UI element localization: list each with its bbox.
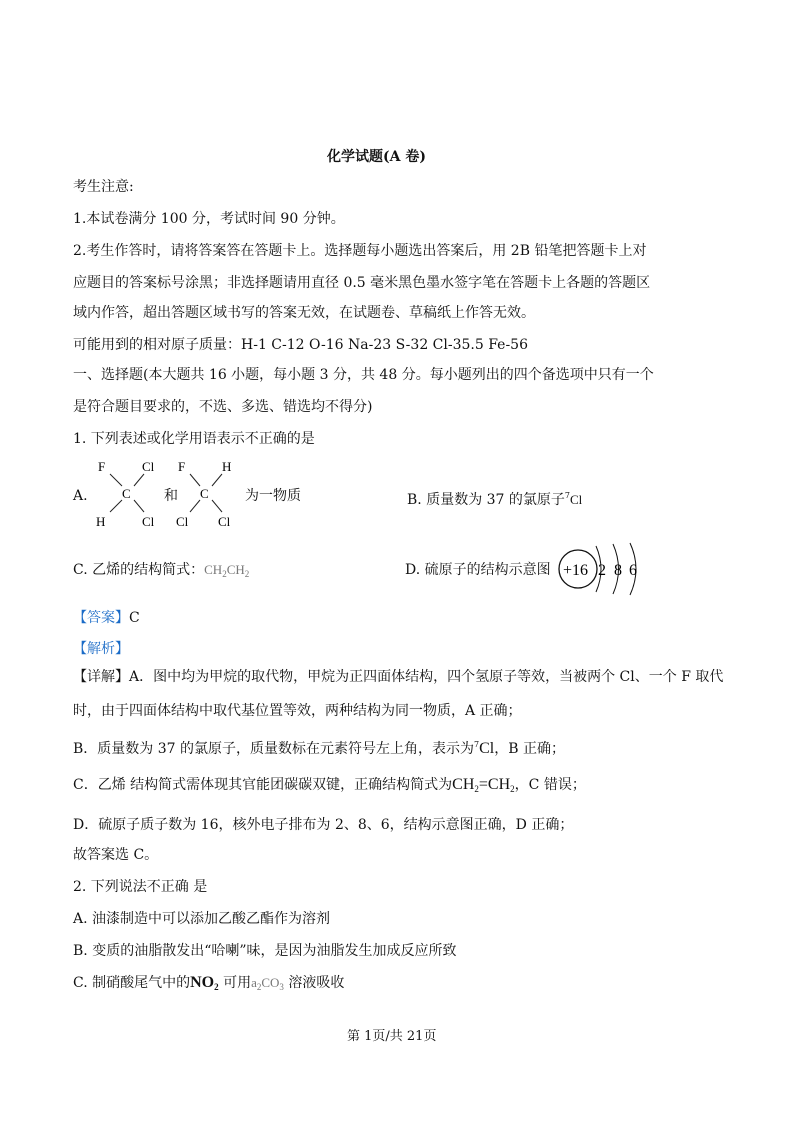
detail-c: [73, 776, 586, 798]
q1-option-b-symbol: Cl: [570, 492, 583, 507]
answer-value: C: [129, 610, 140, 626]
mol2-bottom-left: Cl: [176, 514, 189, 529]
q2-option-c-no2: [190, 974, 219, 991]
detail-line-2: 时，由于四面体结构中取代基位置等效，两种结构为同一物质，A 正确；: [73, 703, 522, 719]
molecule-structure-2: [168, 456, 248, 536]
detail-b-text: B．质量数为 37 的氯原子，质量数标在元素符号左上角，表示为: [73, 741, 475, 757]
q2-option-b: B. 变质的油脂散发出“哈喇”味，是因为油脂发生加成反应所致: [73, 943, 457, 959]
mol1-top-left: F: [98, 459, 106, 474]
mol1-top-right: Cl: [142, 459, 155, 474]
q1-option-c-sub-2: 2: [244, 569, 250, 579]
q2-na-symbol: a: [251, 975, 257, 990]
mol2-top-right: H: [222, 459, 232, 474]
mol1-center: C: [122, 486, 131, 501]
q1-analysis: [73, 638, 129, 658]
atomic-mass-line: 可能用到的相对原子质量：H-1 C-12 O-16 Na-23 S-32 Cl-35.5 Fe-56: [73, 337, 528, 353]
detail-b-post: ，B 正确；: [494, 741, 565, 757]
q2-option-c-text: C. 制硝酸尾气中的: [73, 975, 191, 991]
notice-item-2-line-1: 2.考生作答时，请将答案答在答题卡上。选择题每小题选出答案后，用 2B 铅笔把答题卡上对: [73, 243, 647, 259]
q1-option-c-text: C. 乙烯的结构简式：: [73, 562, 205, 578]
q1-option-d-text: D. 硫原子的结构示意图: [405, 562, 551, 578]
q1-option-b: [407, 487, 582, 509]
detail-b-superscript: 7: [474, 740, 480, 749]
q1-answer: [73, 607, 140, 627]
detail-line-1: 【详解】A．图中均为甲烷的取代物，甲烷为正四面体结构，四个氢原子等效，当被两个 Cl、一个 F 取代: [73, 669, 724, 685]
mol1-bottom-left: H: [96, 514, 106, 529]
q1-option-c: [73, 561, 249, 583]
notice-item-1: 1.本试卷满分 100 分，考试时间 90 分钟。: [73, 211, 345, 227]
q1-option-a-label: A.: [73, 488, 88, 504]
q2-option-a: A. 油漆制造中可以添加乙酸乙酯作为溶剂: [73, 911, 331, 927]
q2-co-symbol: CO: [261, 975, 280, 990]
answer-label: 【答案】: [73, 610, 129, 626]
question-2-stem: 2. 下列说法不正确 是: [73, 879, 208, 895]
detail-d: D．硫原子质子数为 16，核外电子排布为 2、8、6，结构示意图正确，D 正确；: [73, 817, 574, 833]
q2-no2-symbol: NO: [190, 974, 215, 991]
section-1-line-2: 是符合题目要求的，不选、多选、错选均不得分): [73, 399, 373, 415]
analysis-label: 【解析】: [73, 641, 129, 657]
q2-na-sub: 2: [256, 982, 262, 992]
molecule-structure-1: [88, 456, 168, 536]
q1-option-c-sub-1: 2: [222, 569, 227, 579]
electron-shell-2: 8: [614, 562, 622, 579]
notice-heading: 考生注意:: [73, 179, 134, 195]
mol2-top-left: F: [178, 459, 186, 474]
q1-option-c-formula-part-2: CH: [226, 562, 245, 577]
mol2-center: C: [200, 486, 209, 501]
notice-item-2-line-2: 应题目的答案标号涂黑；非选择题请用直径 0.5 毫米黑色墨水签字笔在答题卡上各题的答题区: [73, 275, 651, 291]
q1-option-c-formula-part-1: CH: [204, 562, 223, 577]
q1-option-b-text: B. 质量数为 37 的氯原子: [407, 492, 565, 508]
section-1-line-1: 一、选择题(本大题共 16 小题，每小题 3 分，共 48 分。每小题列出的四个备选项中只有一个: [73, 367, 654, 383]
q2-option-c-na2co3: [251, 975, 284, 990]
nucleus-charge: +16: [563, 562, 589, 579]
q2-option-c-mid: 可用: [218, 975, 252, 991]
detail-b: [73, 736, 565, 758]
q2-no2-sub: 2: [214, 982, 219, 992]
q1-option-c-formula: [204, 562, 249, 577]
q2-option-c: [73, 974, 344, 996]
q1-option-a-and: 和: [164, 488, 178, 504]
question-1-stem: 1. 下列表述或化学用语表示不正确的是: [73, 431, 315, 447]
electron-shell-3: 6: [629, 562, 637, 579]
page-footer: 第 1页/共 21页: [347, 1029, 437, 1044]
electron-shell-1: 2: [598, 562, 606, 579]
mol2-bottom-right: Cl: [218, 514, 231, 529]
detail-c-sub-2: 2: [510, 784, 515, 794]
q2-option-c-post: 溶液吸收: [283, 975, 345, 991]
q1-option-a-tail: 为一物质: [245, 488, 301, 504]
sulfur-atom-diagram: [556, 540, 656, 600]
page-title: 化学试题(A 卷): [327, 149, 426, 165]
notice-item-2-line-3: 域内作答，超出答题区域书写的答案无效，在试题卷、草稿纸上作答无效。: [73, 305, 535, 321]
detail-c-formula-part-2: =CH: [478, 776, 511, 793]
detail-c-formula-part-1: CH: [452, 776, 475, 793]
detail-c-sub-1: 2: [474, 784, 479, 794]
q2-co-sub: 3: [279, 982, 284, 992]
mol1-bottom-right: Cl: [142, 514, 155, 529]
detail-b-symbol: Cl: [479, 740, 495, 757]
detail-c-post: ，C 错误；: [514, 777, 586, 793]
detail-c-text: C．乙烯 结构简式需体现其官能团碳碳双键，正确结构简式为: [73, 777, 453, 793]
detail-c-formula: [452, 776, 514, 793]
q1-conclusion: 故答案选 C。: [73, 847, 159, 863]
q1-option-b-superscript: 7: [564, 491, 570, 500]
